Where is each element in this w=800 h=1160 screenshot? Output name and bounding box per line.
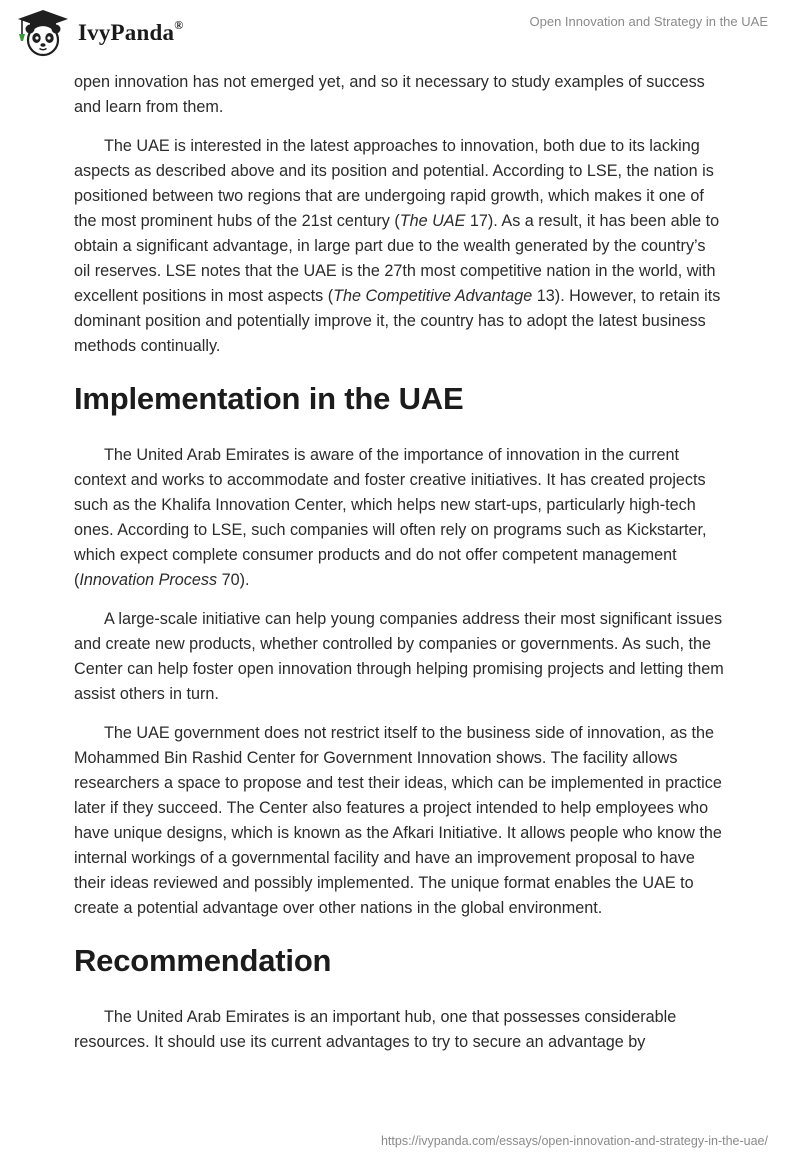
paragraph: The United Arab Emirates is an important hub, one that possesses considerable resources. It should use its current advantages to try to secure an advantage by bbox=[74, 1008, 677, 1051]
text-run: 70). bbox=[217, 571, 250, 589]
paragraph bbox=[74, 134, 726, 359]
section-heading-recommendation: Recommendation bbox=[74, 943, 332, 978]
logo-text bbox=[78, 20, 183, 46]
section-heading-implementation: Implementation in the UAE bbox=[74, 381, 464, 416]
page-header bbox=[0, 0, 800, 70]
text-run: The United Arab Emirates is aware of the importance of innovation in the current context and works to accommodate and foster creative initiatives. It has created projects such as the Khalifa Innovation Center, which helps new start-ups, particularly high-tech ones. According to LSE, such companies will often rely on programs such as Kickstarter, which expect complete consumer products and do not offer competent management ( bbox=[74, 446, 707, 589]
paragraph bbox=[74, 443, 726, 593]
paragraph: The UAE government does not restrict itself to the business side of innovation, as the Mohammed Bin Rashid Center for Government Innovation shows. The facility allows researchers a space to propose and test their ideas, which can be implemented in practice later if they succeed. The Center also features a project intended to help employees who have unique designs, which is known as the Afkari Initiative. It allows people who know the internal workings of a governmental facility and have an improvement proposal to have their ideas reviewed and possibly implemented. The unique format enables the UAE to create a potential advantage over other nations in the global environment. bbox=[74, 724, 722, 917]
text-run: 17). As a result, it has been able to obtain a significant advantage, in large part due to the wealth generated by the country’s oil reserves. LSE notes that the UAE is the 27th most competitive nation in the world, with excellent positions in most aspects ( bbox=[74, 212, 720, 305]
source-url[interactable]: https://ivypanda.com/essays/open-innovation-and-strategy-in-the-uae/ bbox=[380, 1134, 768, 1148]
paragraph: A large-scale initiative can help young companies address their most significant issues and create new products, whether controlled by companies or governments. As such, the Center can help foster open innovation through helping promising projects and letting them assist others in turn. bbox=[74, 610, 724, 703]
registered-mark: ® bbox=[174, 18, 184, 32]
panda-logo-icon bbox=[14, 8, 72, 58]
citation-title: Innovation Process bbox=[79, 571, 218, 589]
essay-body bbox=[74, 70, 726, 1069]
text-run: 13). However, to retain its dominant position and potentially improve it, the country has to adopt the latest business methods continually. bbox=[74, 287, 721, 355]
text-run: The UAE is interested in the latest approaches to innovation, both due to its lacking aspects as described above and its position and potential. According to LSE, the nation is positioned between two regions that are undergoing rapid growth, which makes it one of the most prominent hubs of the 21st century ( bbox=[74, 137, 714, 230]
paragraph-continued: open innovation has not emerged yet, and so it necessary to study examples of success and learn from them. bbox=[74, 73, 705, 116]
citation-title: The Competitive Advantage bbox=[333, 287, 533, 305]
citation-title: The UAE bbox=[399, 212, 466, 230]
document-title: Open Innovation and Strategy in the UAE bbox=[529, 14, 768, 29]
logo[interactable] bbox=[14, 8, 183, 58]
logo-name: IvyPanda bbox=[78, 20, 175, 45]
